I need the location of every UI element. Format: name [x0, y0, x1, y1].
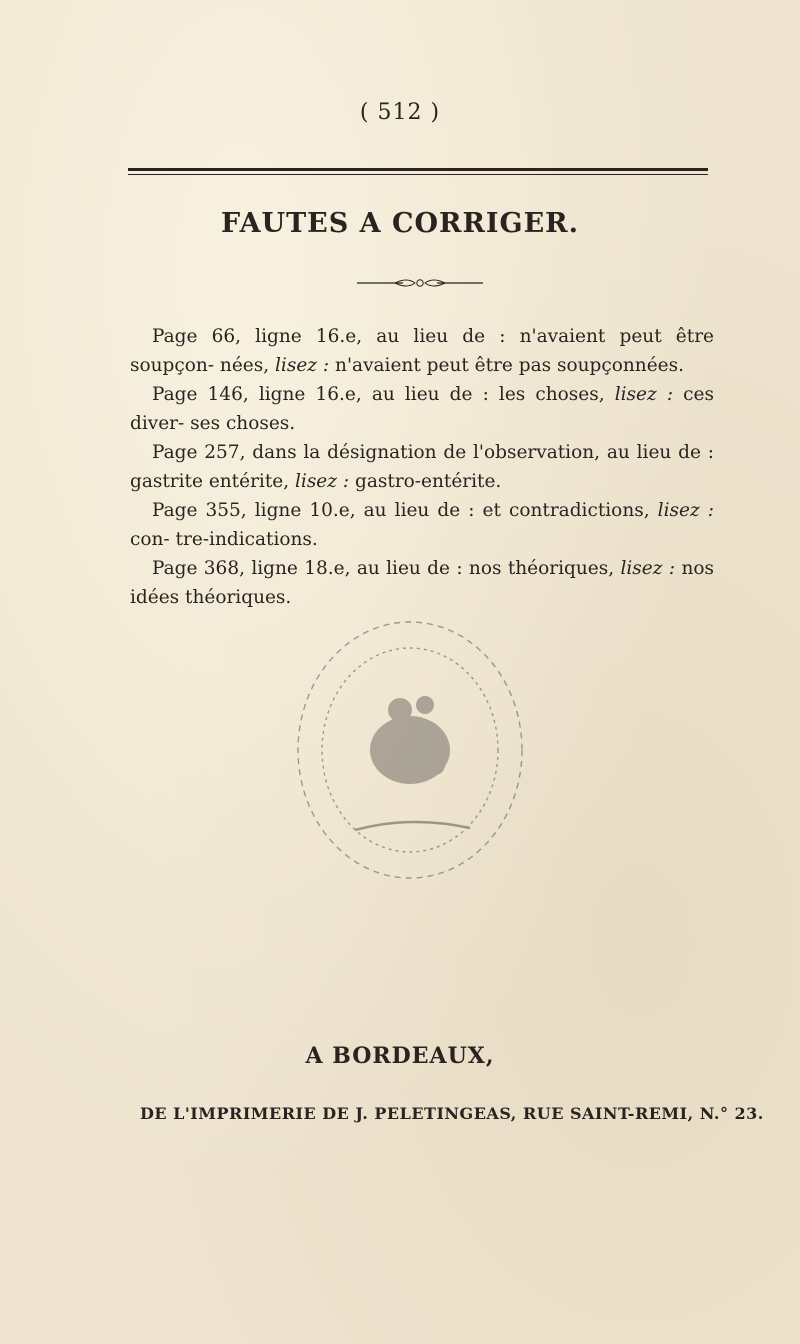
header-rule-thin [128, 174, 708, 175]
errata-entry: Page 257, dans la désignation de l'observation, au lieu de : gastrite entérite, lisez : gastro-entérite. [130, 442, 714, 492]
imprint-line: DE L'IMPRIMERIE DE J. PELETINGEAS, RUE SAINT-REMI, N.° 23. [140, 1104, 764, 1123]
ornament-divider-icon [355, 275, 485, 291]
errata-title: FAUTES A CORRIGER. [221, 208, 579, 239]
page-number: ( 512 ) [359, 100, 441, 125]
errata-entry: Page 368, ligne 18.e, au lieu de : nos théoriques, lisez : nos idées théoriques. [130, 558, 714, 608]
library-stamp-icon [280, 600, 540, 910]
errata-entry: Page 66, ligne 16.e, au lieu de : n'avaient peut être soupçon- nées, lisez : n'avaient peut être pas soupçonnées. [130, 326, 714, 376]
header-rule-thick [128, 168, 708, 171]
errata-entry: Page 146, ligne 16.e, au lieu de : les choses, lisez : ces diver- ses choses. [130, 384, 714, 434]
imprint-place: A BORDEAUX, [305, 1043, 495, 1069]
errata-list [130, 322, 714, 612]
errata-entry: Page 355, ligne 10.e, au lieu de : et contradictions, lisez : con- tre-indications. [130, 500, 714, 550]
